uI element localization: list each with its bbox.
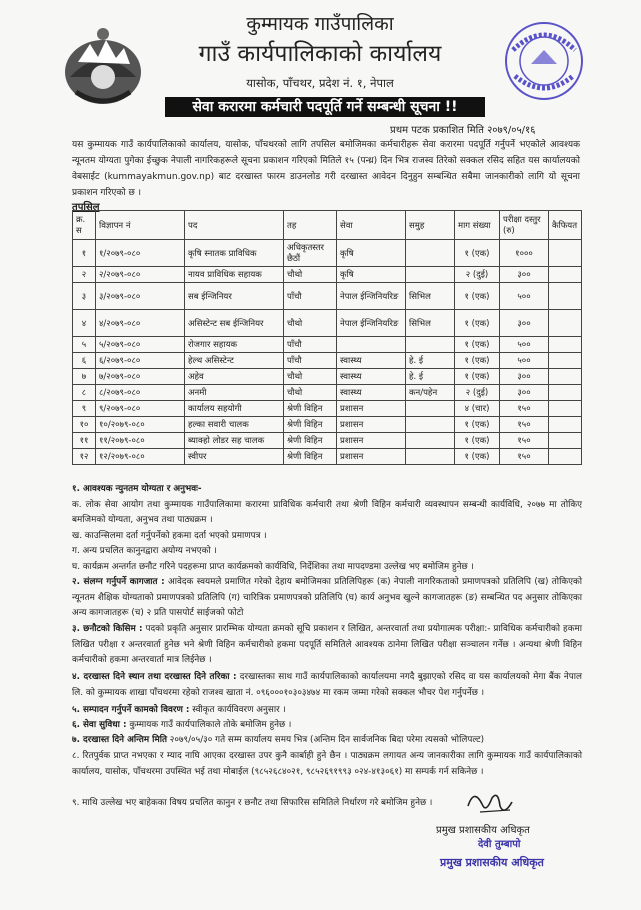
table-cell: १ (एक) xyxy=(455,240,500,267)
table-cell: १ (एक) xyxy=(455,283,500,310)
table-cell: अनमी xyxy=(185,385,284,401)
table-cell: हे. ई xyxy=(406,369,455,385)
table-cell xyxy=(406,337,455,353)
table-cell xyxy=(549,449,582,465)
table-cell: पाँचौ xyxy=(284,353,337,369)
section-1-a: क. लोक सेवा आयोग तथा कुम्मायक गाउँपालिकामा करारमा प्राविधिक कर्मचारी तथा श्रेणी विहिन कर्मचारी व्यवस्थापन सम्बन्धी कार्यविधि, २०७७ मा तोकिए बमजिमको योग्यता, अनुभव तथा पाठ्यक्रम । xyxy=(72,499,582,525)
table-cell: ५०० xyxy=(500,283,549,310)
table-cell: नायव प्राविधिक सहायक xyxy=(185,267,284,283)
section-2-text: आवेदक स्वयमले प्रमाणित गरेको देहाय बमोजिमका प्रतिलिपिहरू (क) नेपाली नागरिकताको प्रमाणपत्रको प्रतिलिपि (ख) तोकिएको न्यूनतम शैक्षिक योग्यताको प्रमाणपत्रको प्रतिलिपि (ग) चारित्रिक प्रमाणपत्रको प्रतिलिपि (घ) कार्य अनुभव खुल्ने कागजातहरू (ङ) सम्बन्धित पद अनुसार तोकिएका अन्य कागजातहरू (च) २ प्रति पासपोर्ट साईजको फोटो xyxy=(72,577,583,618)
table-cell: ३०० xyxy=(500,267,549,283)
table-cell xyxy=(549,240,582,267)
table-row xyxy=(73,417,582,433)
table-cell: श्रेणी विहिन xyxy=(284,433,337,449)
table-cell: पाँचौ xyxy=(284,283,337,310)
col-remarks: कैफियत xyxy=(549,211,582,240)
table-cell: सिभिल xyxy=(406,310,455,337)
table-cell: प्रशासन xyxy=(337,401,406,417)
section-4 xyxy=(72,670,582,701)
table-cell: कार्यालय सहयोगी xyxy=(185,401,284,417)
table-label: तपसिल xyxy=(72,202,100,213)
table-cell: नेपाल ईन्जिनियरिङ xyxy=(337,310,406,337)
table-cell: प्रशासन xyxy=(337,449,406,465)
table-cell: ५०० xyxy=(500,337,549,353)
table-cell xyxy=(549,385,582,401)
table-cell: ७ xyxy=(73,369,96,385)
table-cell: स्वास्थ्य xyxy=(337,385,406,401)
table-cell xyxy=(406,449,455,465)
table-cell xyxy=(549,417,582,433)
table-cell: ९/२०७९-०८० xyxy=(96,401,185,417)
table-cell: चौथो xyxy=(284,267,337,283)
col-service: सेवा xyxy=(337,211,406,240)
table-cell: १ (एक) xyxy=(455,369,500,385)
table-cell: हेल्थ असिस्टेन्ट xyxy=(185,353,284,369)
section-5-text: स्वीकृत कार्यविवरण अनुसार । xyxy=(192,705,286,715)
section-6 xyxy=(72,718,582,734)
table-cell xyxy=(549,369,582,385)
table-cell: स्वीपर xyxy=(185,449,284,465)
table-cell: स्वास्थ्य xyxy=(337,369,406,385)
section-7-text: २०७९/०५/३० गते सम्म कार्यालय समय भित्र (अन्तिम दिन सार्वजनिक बिदा परेमा त्यसको भोलिपल्ट) xyxy=(169,735,485,745)
table-cell xyxy=(549,283,582,310)
section-3-text: पदको प्रकृति अनुसार प्रारम्भिक योग्यता क्रमको सूचि प्रकाशन र लिखित, अन्तरवार्ता तथा प्रयोगात्मक परीक्षा:- प्राविधिक कर्मचारीको हकमा लिखित परीक्षा र अन्तरवार्ता हुनेछ भने श्रेणी विहिन कर्मचारीको हकमा पदपूर्ति समितिले आवश्यक ठानेमा लिखित परीक्षा सञ्चालन गर्नेछ । अन्यथा श्रेणी विहिन कर्मचारीको हकमा अन्तरवार्ता मात्र लिईनेछ । xyxy=(72,624,583,665)
section-1-d: घ. कार्यक्रम अन्तर्गत छनौट गरिने पदहरूमा प्राप्त कार्यक्रमको कार्यविधि, निर्देशिका तथा मापदण्डमा उल्लेख भए बमोजिम हुनेछ । xyxy=(72,561,474,572)
signatory-name: देवी तुम्बापो xyxy=(478,839,521,850)
table-cell xyxy=(549,267,582,283)
section-7-title: ७. दरखास्त दिने अन्तिम मिति xyxy=(72,735,167,745)
table-cell: ७/२०७९-०८० xyxy=(96,369,185,385)
table-cell: १ (एक) xyxy=(455,433,500,449)
table-cell: रोजगार सहायक xyxy=(185,337,284,353)
table-cell: अहेव xyxy=(185,369,284,385)
table-row xyxy=(73,240,582,267)
table-cell: ४/२०७९-०८० xyxy=(96,310,185,337)
table-cell: २ xyxy=(73,267,96,283)
office-name: गाउँ कार्यपालिकाको कार्यालय xyxy=(198,41,442,67)
table-cell: ३०० xyxy=(500,369,549,385)
table-cell: ८ xyxy=(73,385,96,401)
table-cell: १ (एक) xyxy=(455,337,500,353)
table-row xyxy=(73,267,582,283)
table-cell xyxy=(406,417,455,433)
table-cell: १/२०७९-०८० xyxy=(96,240,185,267)
table-cell: ३ xyxy=(73,283,96,310)
table-cell: कन/पहेन xyxy=(406,385,455,401)
table-cell xyxy=(549,353,582,369)
section-6-title: ६. सेवा सुविधा : xyxy=(72,720,127,730)
table-cell: श्रेणी विहिन xyxy=(284,417,337,433)
col-group: समुह xyxy=(406,211,455,240)
section-4-text: दरखास्तका साथ गाउँ कार्यपालिकाको कार्यालयमा नगदै बुझाएको रसिद वा यस कार्यालयको मेगा बैंक नेपाल लि. को कुम्मायक शाखा पाँचथरमा रहेको राजश्व खाता नं. ०९६०००१०३०३४७४ मा रकम जम्मा गरेको सक्कल भौचर पेश गर्नुपर्नेछ । xyxy=(72,672,583,698)
section-4-title: ४. दरखास्त दिने स्थान तथा दरखास्त दिने तरिका : xyxy=(72,672,237,682)
table-cell: प्रशासन xyxy=(337,433,406,449)
table-cell: ५/२०७९-०८० xyxy=(96,337,185,353)
table-cell: २/२०७९-०८० xyxy=(96,267,185,283)
table-cell: ४ xyxy=(73,310,96,337)
table-cell: १००० xyxy=(500,240,549,267)
signature-icon xyxy=(460,786,520,820)
col-fee: परीक्षा दस्तुर (रु) xyxy=(500,211,549,240)
table-cell: १५० xyxy=(500,417,549,433)
table-cell: ३०० xyxy=(500,385,549,401)
table-cell: ३/२०७९-०८० xyxy=(96,283,185,310)
section-1 xyxy=(72,482,582,575)
col-advert-no: विज्ञापन नं xyxy=(96,211,185,240)
table-cell xyxy=(549,310,582,337)
table-cell: ब्याक्हो लोडर सह चालक xyxy=(185,433,284,449)
table-cell: नेपाल ईन्जिनियरिङ xyxy=(337,283,406,310)
col-level: तह xyxy=(284,211,337,240)
table-cell: १ (एक) xyxy=(455,310,500,337)
vacancy-table xyxy=(72,210,582,465)
col-post: पद xyxy=(185,211,284,240)
table-row xyxy=(73,310,582,337)
section-2 xyxy=(72,575,582,622)
table-cell: श्रेणी विहिन xyxy=(284,401,337,417)
table-cell: २ (दुई) xyxy=(455,267,500,283)
intro-paragraph: यस कुम्मायक गाउँ कार्यपालिकाको कार्यालय, यासोक, पाँचथरको लागि तपसिल बमोजिमका कर्मचारीहरू सेवा करारमा पदपूर्ति गर्नुपर्ने भएकोले आवश्यक न्यूनतम योग्यता पुगेका ईच्छुक नेपाली नागरिकहरूले सूचना प्रकाशन गरिएको मितिले १५ (पन्ध्र) दिन भित्र राजस्व तिरेको सक्कल रसिद सहित यस कार्यालयको वेबसाईट (kummayakmun.gov.np) बाट दरखास्त फारम डाउनलोड गरी दरखास्त आवेदन दिनुहुन सम्बन्धित सबैमा जानकारीको लागि यो सूचना प्रकाशन गरिएको छ । xyxy=(72,140,580,198)
office-seal-icon xyxy=(503,20,585,102)
section-1-b: ख. काउन्सिलमा दर्ता गर्नुपर्नेको हकमा दर्ता भएको प्रमाणपत्र । xyxy=(72,530,267,541)
table-cell: १०/२०७९-०८० xyxy=(96,417,185,433)
table-row xyxy=(73,353,582,369)
table-cell: १२/२०७९-०८० xyxy=(96,449,185,465)
table-cell: १ (एक) xyxy=(455,417,500,433)
section-2-title: २. संलग्न गर्नुपर्ने कागजात : xyxy=(72,577,165,587)
table-row xyxy=(73,283,582,310)
signatory-title: प्रमुख प्रशासकीय अधिकृत xyxy=(436,825,530,836)
table-cell xyxy=(549,401,582,417)
notice-title: सेवा करारमा कर्मचारी पदपूर्ति गर्ने सम्बन्धी सूचना !! xyxy=(165,97,485,117)
table-cell: कृषि स्नातक प्राविधिक xyxy=(185,240,284,267)
table-cell: स्वास्थ्य xyxy=(337,353,406,369)
section-1-c: ग. अन्य प्रचलित कानुनद्वारा अयोग्य नभएको । xyxy=(72,546,217,556)
section-3-title: ३. छनौटको किसिम : xyxy=(72,624,143,634)
table-cell xyxy=(549,337,582,353)
table-cell: ५ xyxy=(73,337,96,353)
table-cell: पाँचौ xyxy=(284,337,337,353)
table-row xyxy=(73,369,582,385)
table-row xyxy=(73,449,582,465)
table-cell: १५० xyxy=(500,449,549,465)
table-cell: चौथो xyxy=(284,369,337,385)
table-cell xyxy=(406,433,455,449)
table-cell: १ xyxy=(73,240,96,267)
table-cell xyxy=(406,240,455,267)
table-cell: सब ईन्जिनियर xyxy=(185,283,284,310)
table-cell: अधिकृतस्तर छैठौं xyxy=(284,240,337,267)
table-cell: चौथो xyxy=(284,385,337,401)
table-cell: ३०० xyxy=(500,310,549,337)
col-serial: क्र. स xyxy=(73,211,96,240)
section-5 xyxy=(72,703,582,719)
table-cell: ४ (चार) xyxy=(455,401,500,417)
publish-date: प्रथम पटक प्रकाशित मिति २०७९/०५/१६ xyxy=(390,125,536,136)
table-cell: ८/२०७९-०८० xyxy=(96,385,185,401)
table-row xyxy=(73,433,582,449)
table-cell: कृषि xyxy=(337,267,406,283)
section-5-title: ५. सम्पादन गर्नुपर्ने कामको विवरण : xyxy=(72,705,190,715)
table-cell: १५० xyxy=(500,433,549,449)
table-cell xyxy=(406,267,455,283)
table-row xyxy=(73,401,582,417)
table-cell: १० xyxy=(73,417,96,433)
table-cell: सिभिल xyxy=(406,283,455,310)
table-cell xyxy=(549,433,582,449)
nepal-emblem-icon xyxy=(58,22,148,112)
table-cell: ११ xyxy=(73,433,96,449)
table-cell: श्रेणी विहिन xyxy=(284,449,337,465)
table-cell: चौथो xyxy=(284,310,337,337)
table-cell xyxy=(406,401,455,417)
section-9: ९. माथि उल्लेख भए बाहेकका विषय प्रचलित कानुन र छनौट तथा सिफारिस समितिले निर्धारण गरे बमोजिम हुनेछ । xyxy=(72,798,433,808)
table-cell: ११/२०७९-०८० xyxy=(96,433,185,449)
table-cell: असिस्टेन्ट सब ईन्जिनियर xyxy=(185,310,284,337)
table-cell: ६/२०७९-०८० xyxy=(96,353,185,369)
table-cell: ९ xyxy=(73,401,96,417)
col-demand: माग संख्या xyxy=(455,211,500,240)
table-cell: १ (एक) xyxy=(455,449,500,465)
table-header-row xyxy=(73,211,582,240)
office-address: यासोक, पाँचथर, प्रदेश नं. १, नेपाल xyxy=(246,76,394,90)
section-3 xyxy=(72,622,582,669)
table-cell: १ (एक) xyxy=(455,353,500,369)
table-row xyxy=(73,337,582,353)
table-cell: २ (दुई) xyxy=(455,385,500,401)
table-cell: ५०० xyxy=(500,353,549,369)
signatory-stamp-title: प्रमुख प्रशासकीय अधिकृत xyxy=(440,856,544,869)
table-cell: १२ xyxy=(73,449,96,465)
table-cell: १५० xyxy=(500,401,549,417)
table-cell: ६ xyxy=(73,353,96,369)
table-row xyxy=(73,385,582,401)
section-7 xyxy=(72,733,582,749)
table-cell: कृषि xyxy=(337,240,406,267)
table-cell: प्रशासन xyxy=(337,417,406,433)
table-cell: हल्का सवारी चालक xyxy=(185,417,284,433)
table-cell xyxy=(337,337,406,353)
section-8: ८. रितपुर्वक प्राप्त नभएका र म्याद नाघि आएका दरखास्त उपर कुनै कार्बाही हुने छैन । पाठ्यक्रम लगायत अन्य जानकारीका लागि कुम्मायक गाउँ कार्यपालिकाको कार्यालय, यासोक, पाँचथरमा उपस्थित भई तथा मोबाईल (९८५२६८४०२१, ९८५२६९१९९३ ०२४-४१३०६१) मा सम्पर्क गर्न सकिनेछ । xyxy=(72,751,582,777)
table-cell: हे. ई xyxy=(406,353,455,369)
section-6-text: कुम्मायक गाउँ कार्यपालिकाले तोके बमोजिम हुनेछ । xyxy=(129,720,292,730)
municipality-name: कुम्मायक गाउँपालिका xyxy=(246,13,394,35)
section-1-title: १. आवश्यक न्युनतम योग्यता र अनुभवः- xyxy=(72,484,202,494)
